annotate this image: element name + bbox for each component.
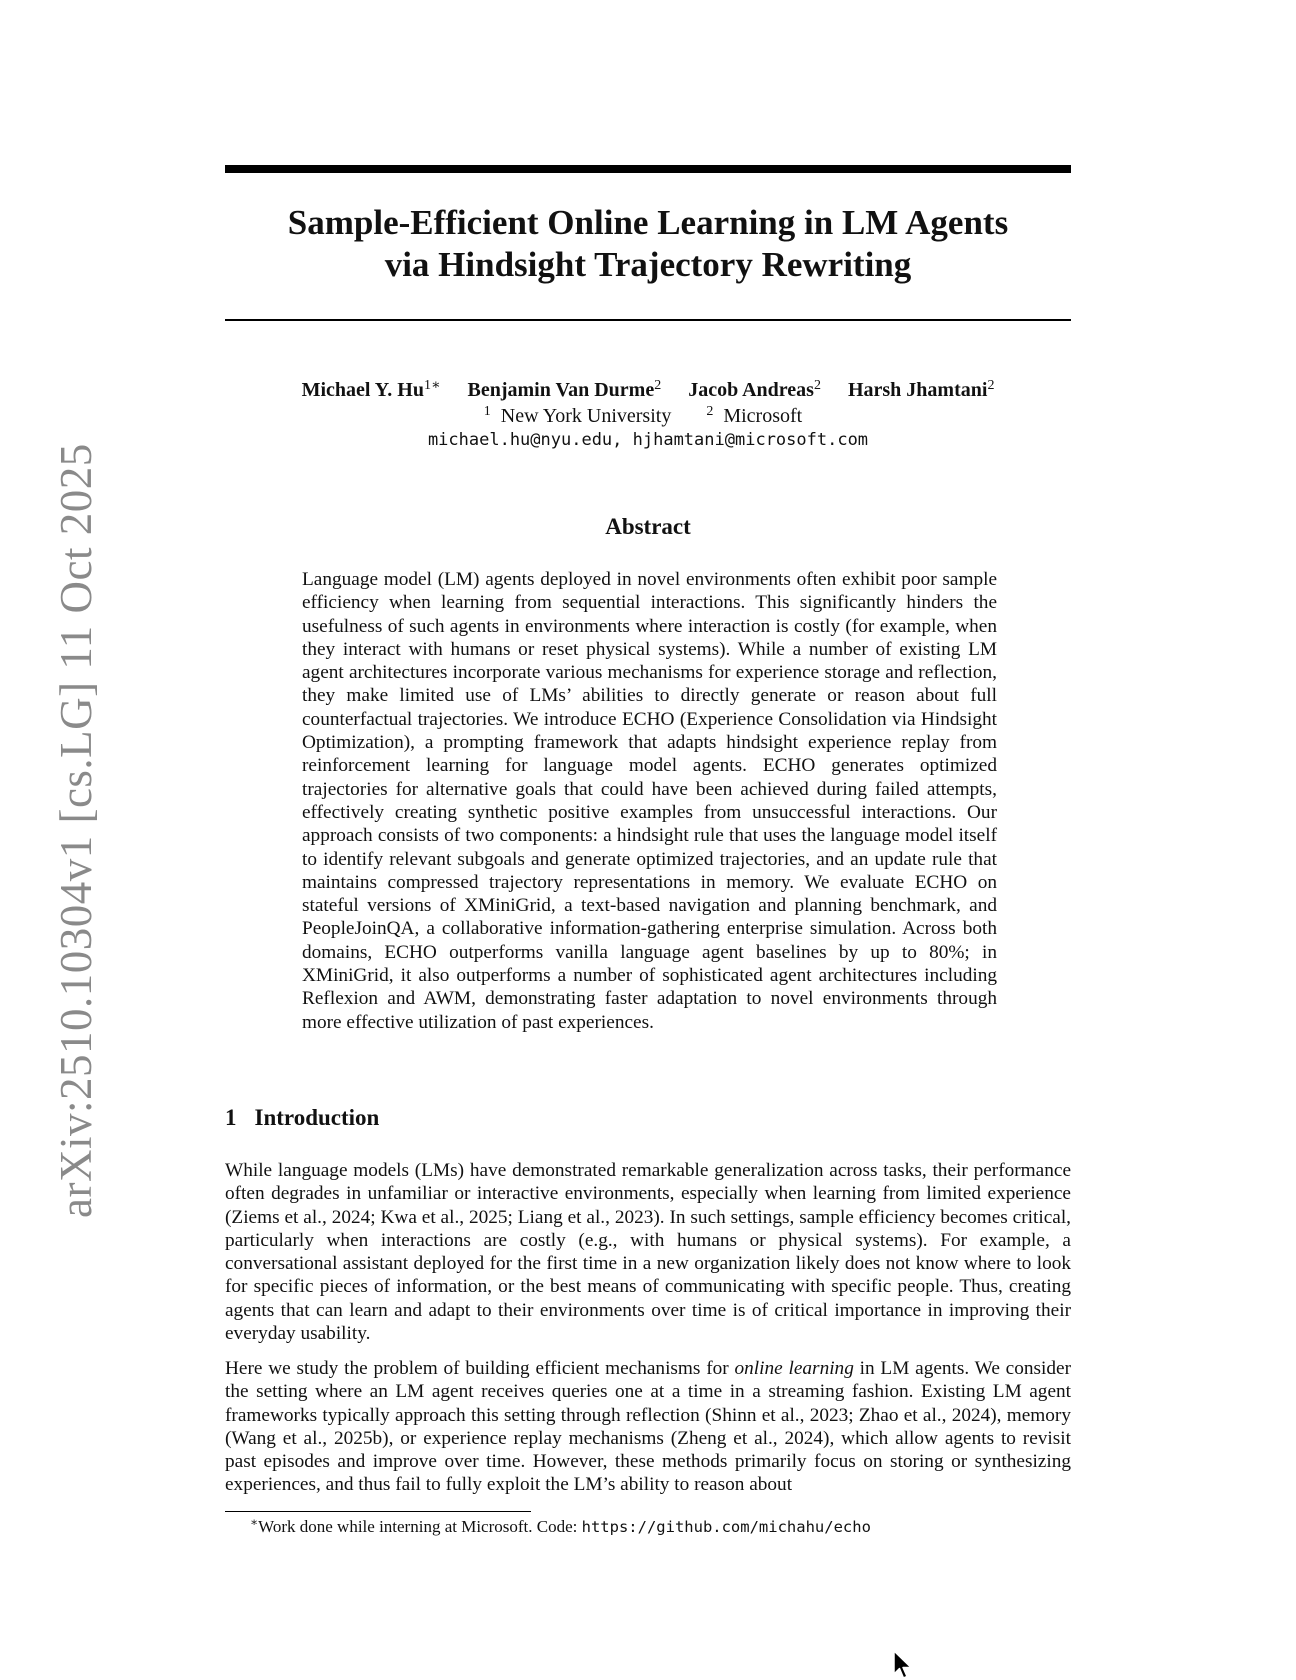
affiliations xyxy=(225,404,1071,428)
footnote-text: Work done while interning at Microsoft. Code: xyxy=(258,1517,582,1536)
introduction-paragraph-2 xyxy=(225,1357,1071,1497)
code-link[interactable]: https://github.com/michahu/echo xyxy=(581,1518,871,1536)
author-1-affil-mark: 1∗ xyxy=(423,378,441,393)
author-2-affil-mark: 2 xyxy=(654,378,662,393)
affiliation-2 xyxy=(706,405,812,427)
paper-title-line-1: Sample-Efficient Online Learning in LM Agents xyxy=(287,203,1009,242)
affiliation-1 xyxy=(484,405,682,427)
author-emails: michael.hu@nyu.edu, hjhamtani@microsoft.com xyxy=(427,430,869,450)
paper-title-line-2: via Hindsight Trajectory Rewriting xyxy=(384,245,912,284)
author-2-name: Benjamin Van Durme xyxy=(467,379,655,401)
title-bottom-rule xyxy=(225,319,1071,321)
author-1-name: Michael Y. Hu xyxy=(301,379,424,401)
introduction-paragraph-1: While language models (LMs) have demonstrated remarkable generalization across tasks, their performance often degrades in unfamiliar or interactive environments, especially when learning from limited experience (Ziems et al., 2024; Kwa et al., 2025; Liang et al., 2023). In such settings, sample efficiency becomes critical, particularly when interactions are costly (e.g., with humans or physical systems). For example, a conversational assistant deployed for the first time in a new organization likely does not know where to look for specific pieces of information, or the best means of communicating with specific people. Thus, creating agents that can learn and adapt to their environments over time is of critical importance in improving their everyday usability. xyxy=(225,1160,1071,1345)
author-2 xyxy=(468,379,662,401)
author-1 xyxy=(302,379,441,401)
section-title: Introduction xyxy=(254,1105,380,1130)
paper-title xyxy=(225,202,1071,286)
mouse-pointer-icon xyxy=(892,1650,914,1680)
footnote-rule xyxy=(225,1511,531,1512)
title-top-rule xyxy=(225,165,1071,173)
footnote-mark: ∗ xyxy=(250,1515,259,1529)
arxiv-identifier-stamp: arXiv:2510.10304v1 [cs.LG] 11 Oct 2025 xyxy=(51,443,101,1218)
footnote xyxy=(250,1516,1071,1538)
author-list xyxy=(225,378,1071,402)
author-4-affil-mark: 2 xyxy=(987,378,995,393)
affiliation-2-name: Microsoft xyxy=(723,405,803,427)
section-heading-introduction xyxy=(225,1104,1071,1132)
abstract-heading: Abstract xyxy=(605,514,691,539)
affiliation-2-mark: 2 xyxy=(706,404,714,419)
affiliation-1-name: New York University xyxy=(500,405,672,427)
author-3 xyxy=(688,379,821,401)
paragraph-2-start: Here we study the problem of building efficient mechanisms for xyxy=(225,1358,735,1379)
author-4-name: Harsh Jhamtani xyxy=(847,379,988,401)
author-3-name: Jacob Andreas xyxy=(688,379,814,401)
abstract-text: Language model (LM) agents deployed in novel environments often exhibit poor sample efficiency when learning from sequential interactions. This significantly hinders the usefulness of such agents in environments where interaction is costly (for example, when they interact with humans or reset physical systems). While a number of existing LM agent architectures incorporate various mechanisms for experience storage and reflection, they make limited use of LMs’ abilities to directly generate or reason about full counterfactual trajectories. We introduce ECHO (Experience Consolidation via Hindsight Optimization), a prompting framework that adapts hindsight experience replay from reinforcement learning for language model agents. ECHO generates optimized trajectories for alternative goals that could have been achieved during failed attempts, effectively creating synthetic positive examples from unsuccessful interactions. Our approach consists of two components: a hindsight rule that uses the language model itself to identify relevant subgoals and generate optimized trajectories, and an update rule that maintains compressed trajectory representations in memory. We evaluate ECHO on stateful versions of XMiniGrid, a text-based navigation and planning benchmark, and PeopleJoinQA, a collaborative information-gathering enterprise simulation. Across both domains, ECHO outperforms vanilla language agent baselines by up to 80%; in XMiniGrid, it also outperforms a number of sophisticated agent architectures including Reflexion and AWM, demonstrating faster adaptation to novel environments through more effective utilization of past experiences. xyxy=(302,569,997,1033)
paragraph-2-rest: in LM agents. We consider the setting where an LM agent receives queries one at a time in a streaming fashion. Existing LM agent frameworks typically approach this setting through reflection (Shinn et al., 2023; Zhao et al., 2024), memory (Wang et al., 2025b), or experience replay mechanisms (Zheng et al., 2024), which allow agents to revisit past episodes and improve over time. However, these methods primarily focus on storing or synthesizing experiences, and thus fail to fully exploit the LM’s ability to reason about xyxy=(225,1358,1072,1496)
affiliation-1-mark: 1 xyxy=(483,404,491,419)
author-4 xyxy=(848,379,994,401)
section-number: 1 xyxy=(225,1105,237,1130)
author-3-affil-mark: 2 xyxy=(813,378,821,393)
emphasis-online-learning: online learning xyxy=(734,1358,854,1379)
